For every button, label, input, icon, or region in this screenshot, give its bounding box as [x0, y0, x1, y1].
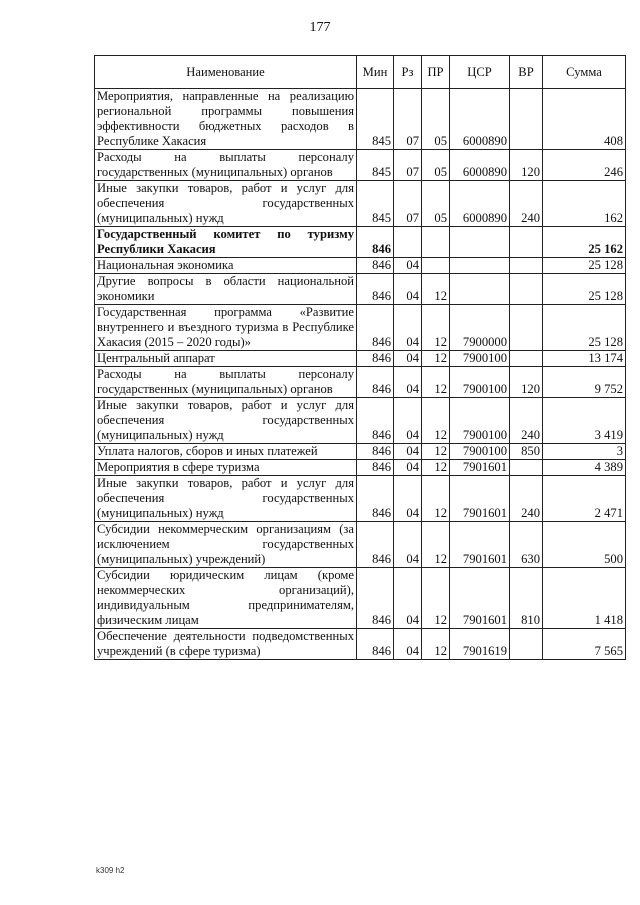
row-name: Центральный аппарат	[95, 351, 357, 367]
row-csr: 7900000	[450, 305, 510, 351]
row-rz: 04	[394, 367, 422, 398]
table-row	[95, 568, 626, 629]
row-csr: 7900100	[450, 398, 510, 444]
row-sum: 4 389	[543, 460, 626, 476]
row-rz: 04	[394, 258, 422, 274]
row-csr: 6000890	[450, 89, 510, 150]
row-sum: 13 174	[543, 351, 626, 367]
row-pr: 12	[422, 444, 450, 460]
row-min: 846	[357, 258, 394, 274]
row-pr: 12	[422, 398, 450, 444]
row-vr: 120	[510, 367, 543, 398]
row-name: Другие вопросы в области национальной экономики	[95, 274, 357, 305]
row-sum: 1 418	[543, 568, 626, 629]
row-min: 846	[357, 274, 394, 305]
row-min: 846	[357, 460, 394, 476]
row-vr: 850	[510, 444, 543, 460]
row-min: 845	[357, 89, 394, 150]
table-row	[95, 444, 626, 460]
row-sum: 9 752	[543, 367, 626, 398]
header-sum: Сумма	[543, 56, 626, 89]
row-pr: 12	[422, 629, 450, 660]
row-name: Национальная экономика	[95, 258, 357, 274]
row-pr: 05	[422, 89, 450, 150]
table-row	[95, 460, 626, 476]
header-rz: Рз	[394, 56, 422, 89]
row-min: 846	[357, 398, 394, 444]
row-sum: 162	[543, 181, 626, 227]
table-row	[95, 351, 626, 367]
row-rz: 04	[394, 629, 422, 660]
row-vr	[510, 305, 543, 351]
row-name: Расходы на выплаты персоналу государственных (муниципальных) органов	[95, 150, 357, 181]
row-min: 845	[357, 181, 394, 227]
table-row	[95, 629, 626, 660]
row-vr	[510, 89, 543, 150]
row-vr: 240	[510, 398, 543, 444]
row-vr	[510, 274, 543, 305]
row-csr: 6000890	[450, 181, 510, 227]
row-name: Субсидии некоммерческим организациям (за исключением государственных (муниципальных) учреждений)	[95, 522, 357, 568]
row-pr: 12	[422, 476, 450, 522]
row-pr: 12	[422, 522, 450, 568]
row-csr: 7900100	[450, 444, 510, 460]
row-sum: 7 565	[543, 629, 626, 660]
row-rz: 04	[394, 568, 422, 629]
row-rz: 04	[394, 305, 422, 351]
row-pr: 12	[422, 305, 450, 351]
row-name: Расходы на выплаты персоналу государственных (муниципальных) органов	[95, 367, 357, 398]
row-vr: 240	[510, 476, 543, 522]
row-sum: 3	[543, 444, 626, 460]
row-pr	[422, 258, 450, 274]
row-pr: 12	[422, 367, 450, 398]
row-vr	[510, 629, 543, 660]
table-row	[95, 181, 626, 227]
row-rz: 07	[394, 89, 422, 150]
row-rz: 04	[394, 351, 422, 367]
row-csr: 7901601	[450, 568, 510, 629]
row-csr: 7900100	[450, 367, 510, 398]
header-pr: ПР	[422, 56, 450, 89]
row-csr: 6000890	[450, 150, 510, 181]
row-sum: 25 128	[543, 305, 626, 351]
row-csr: 7900100	[450, 351, 510, 367]
row-pr: 05	[422, 181, 450, 227]
row-vr: 120	[510, 150, 543, 181]
row-vr	[510, 460, 543, 476]
row-rz: 07	[394, 150, 422, 181]
row-csr	[450, 274, 510, 305]
row-rz: 04	[394, 460, 422, 476]
row-pr: 12	[422, 460, 450, 476]
row-min: 846	[357, 476, 394, 522]
header-name: Наименование	[95, 56, 357, 89]
row-csr: 7901619	[450, 629, 510, 660]
table-header-row	[95, 56, 626, 89]
row-rz	[394, 227, 422, 258]
row-min: 846	[357, 522, 394, 568]
row-sum: 2 471	[543, 476, 626, 522]
row-vr: 240	[510, 181, 543, 227]
row-rz: 04	[394, 476, 422, 522]
row-sum: 25 128	[543, 274, 626, 305]
row-min: 846	[357, 629, 394, 660]
row-min: 846	[357, 351, 394, 367]
row-csr	[450, 227, 510, 258]
row-rz: 04	[394, 398, 422, 444]
row-pr: 12	[422, 274, 450, 305]
table-body	[95, 89, 626, 660]
row-name: Иные закупки товаров, работ и услуг для обеспечения государственных (муниципальных) нужд	[95, 181, 357, 227]
row-csr	[450, 258, 510, 274]
row-min: 846	[357, 305, 394, 351]
table-row	[95, 305, 626, 351]
row-min: 846	[357, 444, 394, 460]
row-vr: 810	[510, 568, 543, 629]
row-name: Мероприятия, направленные на реализацию региональной программы повышения эффективности бюджетных расходов в Республике Хакасия	[95, 89, 357, 150]
table-row	[95, 522, 626, 568]
row-name: Субсидии юридическим лицам (кроме некоммерческих организаций), индивидуальным предпринимателям, физическим лицам	[95, 568, 357, 629]
row-rz: 04	[394, 444, 422, 460]
header-min: Мин	[357, 56, 394, 89]
row-sum: 25 162	[543, 227, 626, 258]
budget-table	[94, 55, 626, 660]
table-row	[95, 89, 626, 150]
row-vr	[510, 258, 543, 274]
row-min: 846	[357, 227, 394, 258]
row-pr	[422, 227, 450, 258]
row-name: Иные закупки товаров, работ и услуг для обеспечения государственных (муниципальных) нужд	[95, 476, 357, 522]
row-rz: 04	[394, 522, 422, 568]
table-row	[95, 367, 626, 398]
row-pr: 12	[422, 568, 450, 629]
row-sum: 25 128	[543, 258, 626, 274]
row-vr: 630	[510, 522, 543, 568]
row-name: Государственная программа «Развитие внутреннего и въездного туризма в Республике Хакасия (2015 – 2020 годы)»	[95, 305, 357, 351]
row-name: Мероприятия в сфере туризма	[95, 460, 357, 476]
row-csr: 7901601	[450, 460, 510, 476]
row-min: 846	[357, 568, 394, 629]
row-sum: 246	[543, 150, 626, 181]
row-csr: 7901601	[450, 476, 510, 522]
row-rz: 07	[394, 181, 422, 227]
table-row	[95, 274, 626, 305]
table-row	[95, 258, 626, 274]
row-min: 845	[357, 150, 394, 181]
table-row	[95, 227, 626, 258]
row-vr	[510, 227, 543, 258]
row-sum: 3 419	[543, 398, 626, 444]
table-row	[95, 398, 626, 444]
row-pr: 12	[422, 351, 450, 367]
row-sum: 408	[543, 89, 626, 150]
row-min: 846	[357, 367, 394, 398]
row-name: Иные закупки товаров, работ и услуг для обеспечения государственных (муниципальных) нужд	[95, 398, 357, 444]
row-rz: 04	[394, 274, 422, 305]
header-vr: ВР	[510, 56, 543, 89]
row-sum: 500	[543, 522, 626, 568]
row-csr: 7901601	[450, 522, 510, 568]
row-name: Уплата налогов, сборов и иных платежей	[95, 444, 357, 460]
page-number: 177	[309, 20, 331, 35]
row-name: Государственный комитет по туризму Республики Хакасия	[95, 227, 357, 258]
row-vr	[510, 351, 543, 367]
header-csr: ЦСР	[450, 56, 510, 89]
table-row	[95, 476, 626, 522]
table-row	[95, 150, 626, 181]
footer-code: k309 h2	[96, 866, 125, 875]
row-name: Обеспечение деятельности подведомственных учреждений (в сфере туризма)	[95, 629, 357, 660]
row-pr: 05	[422, 150, 450, 181]
